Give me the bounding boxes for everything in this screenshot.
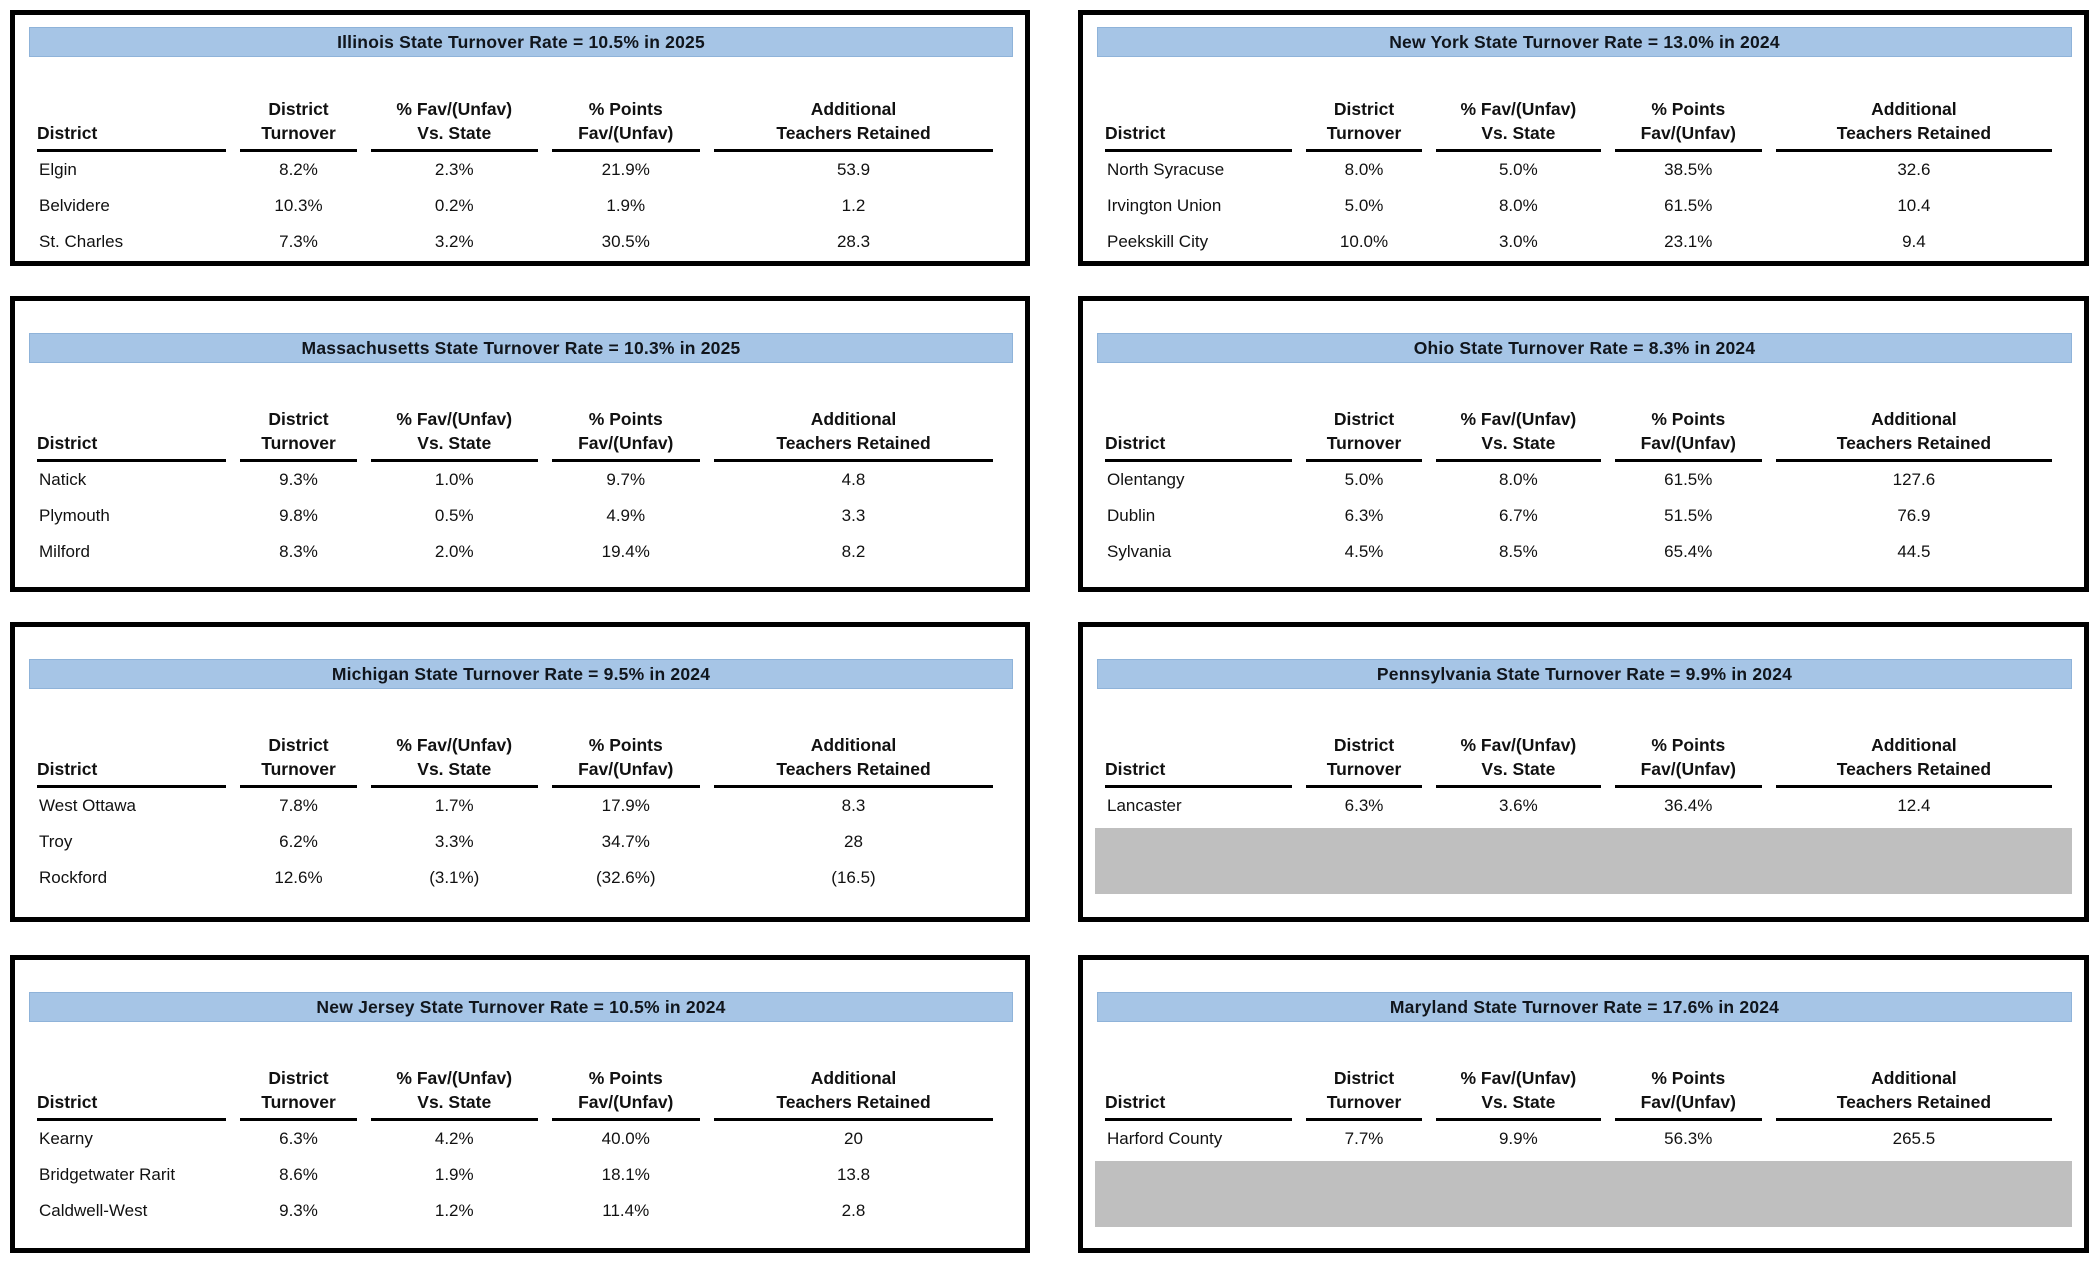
table-title-new-jersey: New Jersey State Turnover Rate = 10.5% in 2024 bbox=[29, 992, 1013, 1022]
value-cell: 56.3% bbox=[1664, 1129, 1713, 1148]
district-cell: West Ottawa bbox=[39, 796, 136, 815]
column-header-additional-teachers: Additional Teachers Retained bbox=[1776, 733, 2052, 788]
value-cell: 1.9% bbox=[434, 1165, 474, 1184]
district-cell: Plymouth bbox=[39, 506, 110, 525]
value-cell: 0.2% bbox=[434, 196, 474, 215]
value-cell: 8.2 bbox=[841, 542, 866, 561]
value-cell: 7.3% bbox=[279, 232, 318, 251]
value-cell: 9.3% bbox=[279, 1201, 318, 1220]
value-cell: 34.7% bbox=[601, 832, 650, 851]
value-cell: 8.3 bbox=[841, 796, 866, 815]
column-header-fav-vs-state: % Fav/(Unfav) Vs. State bbox=[1436, 97, 1601, 152]
table-row bbox=[37, 1157, 993, 1193]
value-cell: (16.5) bbox=[831, 868, 876, 887]
column-header-fav-vs-state: % Fav/(Unfav) Vs. State bbox=[371, 733, 538, 788]
value-cell: 5.0% bbox=[1344, 196, 1384, 215]
value-cell: 8.3% bbox=[279, 542, 318, 561]
column-header-district-turnover: District Turnover bbox=[1306, 733, 1422, 788]
column-header-district: District bbox=[1105, 733, 1292, 788]
column-header-fav-vs-state: % Fav/(Unfav) Vs. State bbox=[371, 97, 538, 152]
table-row bbox=[1105, 188, 2052, 224]
column-header-district: District bbox=[1105, 407, 1292, 462]
table-row bbox=[1105, 534, 2052, 570]
value-cell: 2.8 bbox=[841, 1201, 866, 1220]
value-cell: 10.3% bbox=[274, 196, 323, 215]
value-cell: 0.5% bbox=[434, 506, 474, 525]
header-row bbox=[37, 407, 993, 462]
empty-rows-placeholder bbox=[1095, 828, 2072, 894]
value-cell: 9.3% bbox=[279, 470, 318, 489]
column-header-district: District bbox=[1105, 97, 1292, 152]
value-cell: 6.3% bbox=[1344, 796, 1384, 815]
column-header-points-fav: % Points Fav/(Unfav) bbox=[1615, 97, 1762, 152]
column-header-district: District bbox=[37, 407, 226, 462]
value-cell: 8.0% bbox=[1498, 196, 1538, 215]
column-header-district-turnover: District Turnover bbox=[1306, 1066, 1422, 1121]
value-cell: 12.6% bbox=[274, 868, 323, 887]
table-row bbox=[37, 1121, 993, 1157]
district-cell: St. Charles bbox=[39, 232, 124, 251]
value-cell: 10.4 bbox=[1897, 196, 1931, 215]
header-row bbox=[1105, 1066, 2052, 1121]
district-cell: Sylvania bbox=[1107, 542, 1172, 561]
value-cell: 28.3 bbox=[836, 232, 871, 251]
district-cell: Bridgetwater Rarit bbox=[39, 1165, 176, 1184]
value-cell: 5.0% bbox=[1498, 160, 1538, 179]
state-table-card-maryland bbox=[1078, 955, 2089, 1253]
value-cell: 61.5% bbox=[1664, 196, 1713, 215]
value-cell: 9.9% bbox=[1498, 1129, 1538, 1148]
value-cell: 127.6 bbox=[1892, 470, 1936, 489]
column-header-fav-vs-state: % Fav/(Unfav) Vs. State bbox=[1436, 407, 1601, 462]
header-row bbox=[1105, 97, 2052, 152]
value-cell: 4.2% bbox=[434, 1129, 474, 1148]
column-header-district-turnover: District Turnover bbox=[240, 1066, 357, 1121]
table-row bbox=[37, 498, 993, 534]
column-header-points-fav: % Points Fav/(Unfav) bbox=[1615, 1066, 1762, 1121]
district-cell: Caldwell-West bbox=[39, 1201, 148, 1220]
table-title-new-york: New York State Turnover Rate = 13.0% in 2024 bbox=[1097, 27, 2072, 57]
value-cell: 6.3% bbox=[1344, 506, 1384, 525]
value-cell: 10.0% bbox=[1339, 232, 1389, 251]
value-cell: 53.9 bbox=[836, 160, 871, 179]
value-cell: 5.0% bbox=[1344, 470, 1384, 489]
value-cell: 76.9 bbox=[1897, 506, 1931, 525]
value-cell: 3.0% bbox=[1498, 232, 1538, 251]
value-cell: 8.0% bbox=[1344, 160, 1384, 179]
district-cell: Harford County bbox=[1107, 1129, 1223, 1148]
district-cell: Troy bbox=[39, 832, 73, 851]
column-header-district-turnover: District Turnover bbox=[1306, 97, 1422, 152]
value-cell: 1.2 bbox=[841, 196, 866, 215]
table-title-maryland: Maryland State Turnover Rate = 17.6% in 2024 bbox=[1097, 992, 2072, 1022]
district-table-new-jersey bbox=[23, 1066, 1007, 1229]
table-row bbox=[1105, 788, 2052, 824]
value-cell: 44.5 bbox=[1897, 542, 1931, 561]
table-title-massachusetts: Massachusetts State Turnover Rate = 10.3% in 2025 bbox=[29, 333, 1013, 363]
district-table-new-york bbox=[1091, 97, 2066, 260]
value-cell: 28 bbox=[844, 832, 863, 851]
district-cell: Belvidere bbox=[39, 196, 110, 215]
value-cell: 11.4% bbox=[602, 1201, 650, 1220]
district-table-maryland bbox=[1091, 1066, 2066, 1157]
district-cell: Kearny bbox=[39, 1129, 93, 1148]
value-cell: 265.5 bbox=[1892, 1129, 1936, 1148]
table-title-ohio: Ohio State Turnover Rate = 8.3% in 2024 bbox=[1097, 333, 2072, 363]
value-cell: 2.0% bbox=[434, 542, 474, 561]
district-cell: Milford bbox=[39, 542, 91, 561]
value-cell: 3.3 bbox=[841, 506, 866, 525]
table-row bbox=[37, 824, 993, 860]
column-header-fav-vs-state: % Fav/(Unfav) Vs. State bbox=[371, 1066, 538, 1121]
table-row bbox=[37, 224, 993, 260]
value-cell: 21.9% bbox=[601, 160, 650, 179]
value-cell: 17.9% bbox=[601, 796, 650, 815]
value-cell: 18.1% bbox=[601, 1165, 650, 1184]
header-row bbox=[37, 1066, 993, 1121]
column-header-fav-vs-state: % Fav/(Unfav) Vs. State bbox=[371, 407, 538, 462]
state-table-card-illinois bbox=[10, 10, 1030, 266]
value-cell: 20 bbox=[844, 1129, 863, 1148]
district-cell: Lancaster bbox=[1107, 796, 1182, 815]
value-cell: (32.6%) bbox=[595, 868, 656, 887]
header-row bbox=[1105, 733, 2052, 788]
table-title-pennsylvania: Pennsylvania State Turnover Rate = 9.9% in 2024 bbox=[1097, 659, 2072, 689]
value-cell: 2.3% bbox=[434, 160, 474, 179]
column-header-district: District bbox=[37, 1066, 226, 1121]
table-row bbox=[37, 860, 993, 896]
column-header-points-fav: % Points Fav/(Unfav) bbox=[552, 1066, 701, 1121]
value-cell: 3.6% bbox=[1498, 796, 1538, 815]
value-cell: (3.1%) bbox=[429, 868, 480, 887]
state-table-card-new-jersey bbox=[10, 955, 1030, 1253]
column-header-additional-teachers: Additional Teachers Retained bbox=[1776, 97, 2052, 152]
district-cell: Peekskill City bbox=[1107, 232, 1209, 251]
value-cell: 9.8% bbox=[279, 506, 318, 525]
table-title-illinois: Illinois State Turnover Rate = 10.5% in 2025 bbox=[29, 27, 1013, 57]
district-table-ohio bbox=[1091, 407, 2066, 570]
value-cell: 61.5% bbox=[1664, 470, 1713, 489]
value-cell: 3.3% bbox=[434, 832, 474, 851]
value-cell: 6.2% bbox=[279, 832, 318, 851]
value-cell: 9.7% bbox=[606, 470, 646, 489]
column-header-points-fav: % Points Fav/(Unfav) bbox=[1615, 407, 1762, 462]
column-header-additional-teachers: Additional Teachers Retained bbox=[714, 97, 993, 152]
table-row bbox=[1105, 1121, 2052, 1157]
empty-rows-placeholder bbox=[1095, 1161, 2072, 1227]
column-header-fav-vs-state: % Fav/(Unfav) Vs. State bbox=[1436, 1066, 1601, 1121]
value-cell: 9.4 bbox=[1902, 232, 1926, 251]
value-cell: 7.8% bbox=[279, 796, 318, 815]
value-cell: 1.9% bbox=[606, 196, 646, 215]
value-cell: 65.4% bbox=[1664, 542, 1713, 561]
table-row bbox=[37, 534, 993, 570]
table-row bbox=[37, 462, 993, 498]
value-cell: 1.7% bbox=[434, 796, 474, 815]
state-table-card-new-york bbox=[1078, 10, 2089, 266]
value-cell: 8.0% bbox=[1498, 470, 1538, 489]
district-cell: North Syracuse bbox=[1107, 160, 1225, 179]
header-row bbox=[1105, 407, 2052, 462]
table-row bbox=[1105, 152, 2052, 188]
district-cell: Olentangy bbox=[1107, 470, 1185, 489]
value-cell: 36.4% bbox=[1664, 796, 1713, 815]
district-cell: Natick bbox=[39, 470, 87, 489]
column-header-points-fav: % Points Fav/(Unfav) bbox=[552, 733, 701, 788]
table-row bbox=[37, 1193, 993, 1229]
column-header-district-turnover: District Turnover bbox=[1306, 407, 1422, 462]
value-cell: 4.8 bbox=[841, 470, 866, 489]
column-header-points-fav: % Points Fav/(Unfav) bbox=[552, 97, 701, 152]
value-cell: 6.7% bbox=[1498, 506, 1538, 525]
table-title-michigan: Michigan State Turnover Rate = 9.5% in 2024 bbox=[29, 659, 1013, 689]
table-row bbox=[37, 188, 993, 224]
column-header-additional-teachers: Additional Teachers Retained bbox=[714, 1066, 993, 1121]
district-table-pennsylvania bbox=[1091, 733, 2066, 824]
column-header-fav-vs-state: % Fav/(Unfav) Vs. State bbox=[1436, 733, 1601, 788]
table-row bbox=[37, 152, 993, 188]
header-row bbox=[37, 733, 993, 788]
header-row bbox=[37, 97, 993, 152]
column-header-district: District bbox=[37, 733, 226, 788]
value-cell: 3.2% bbox=[434, 232, 474, 251]
state-table-card-massachusetts bbox=[10, 296, 1030, 592]
column-header-points-fav: % Points Fav/(Unfav) bbox=[1615, 733, 1762, 788]
district-cell: Rockford bbox=[39, 868, 108, 887]
district-cell: Elgin bbox=[39, 160, 77, 179]
value-cell: 7.7% bbox=[1344, 1129, 1384, 1148]
value-cell: 40.0% bbox=[601, 1129, 650, 1148]
column-header-points-fav: % Points Fav/(Unfav) bbox=[552, 407, 701, 462]
table-row bbox=[1105, 462, 2052, 498]
value-cell: 19.4% bbox=[601, 542, 650, 561]
value-cell: 32.6 bbox=[1897, 160, 1931, 179]
value-cell: 30.5% bbox=[601, 232, 650, 251]
state-table-card-michigan bbox=[10, 622, 1030, 922]
value-cell: 6.3% bbox=[279, 1129, 318, 1148]
value-cell: 1.2% bbox=[434, 1201, 474, 1220]
value-cell: 4.5% bbox=[1344, 542, 1384, 561]
column-header-district-turnover: District Turnover bbox=[240, 97, 357, 152]
table-row bbox=[1105, 224, 2052, 260]
value-cell: 12.4 bbox=[1897, 796, 1931, 815]
state-table-card-pennsylvania bbox=[1078, 622, 2089, 922]
value-cell: 38.5% bbox=[1664, 160, 1713, 179]
state-table-card-ohio bbox=[1078, 296, 2089, 592]
district-cell: Irvington Union bbox=[1107, 196, 1222, 215]
district-cell: Dublin bbox=[1107, 506, 1156, 525]
column-header-additional-teachers: Additional Teachers Retained bbox=[1776, 407, 2052, 462]
column-header-district: District bbox=[1105, 1066, 1292, 1121]
column-header-additional-teachers: Additional Teachers Retained bbox=[714, 407, 993, 462]
value-cell: 51.5% bbox=[1664, 506, 1713, 525]
column-header-district-turnover: District Turnover bbox=[240, 733, 357, 788]
column-header-district: District bbox=[37, 97, 226, 152]
value-cell: 8.6% bbox=[279, 1165, 318, 1184]
column-header-additional-teachers: Additional Teachers Retained bbox=[1776, 1066, 2052, 1121]
value-cell: 8.2% bbox=[279, 160, 318, 179]
value-cell: 8.5% bbox=[1498, 542, 1538, 561]
column-header-district-turnover: District Turnover bbox=[240, 407, 357, 462]
column-header-additional-teachers: Additional Teachers Retained bbox=[714, 733, 993, 788]
value-cell: 4.9% bbox=[606, 506, 646, 525]
table-row bbox=[1105, 498, 2052, 534]
value-cell: 13.8 bbox=[836, 1165, 871, 1184]
district-table-illinois bbox=[23, 97, 1007, 260]
table-row bbox=[37, 788, 993, 824]
value-cell: 1.0% bbox=[434, 470, 474, 489]
district-table-michigan bbox=[23, 733, 1007, 896]
district-table-massachusetts bbox=[23, 407, 1007, 570]
value-cell: 23.1% bbox=[1664, 232, 1713, 251]
